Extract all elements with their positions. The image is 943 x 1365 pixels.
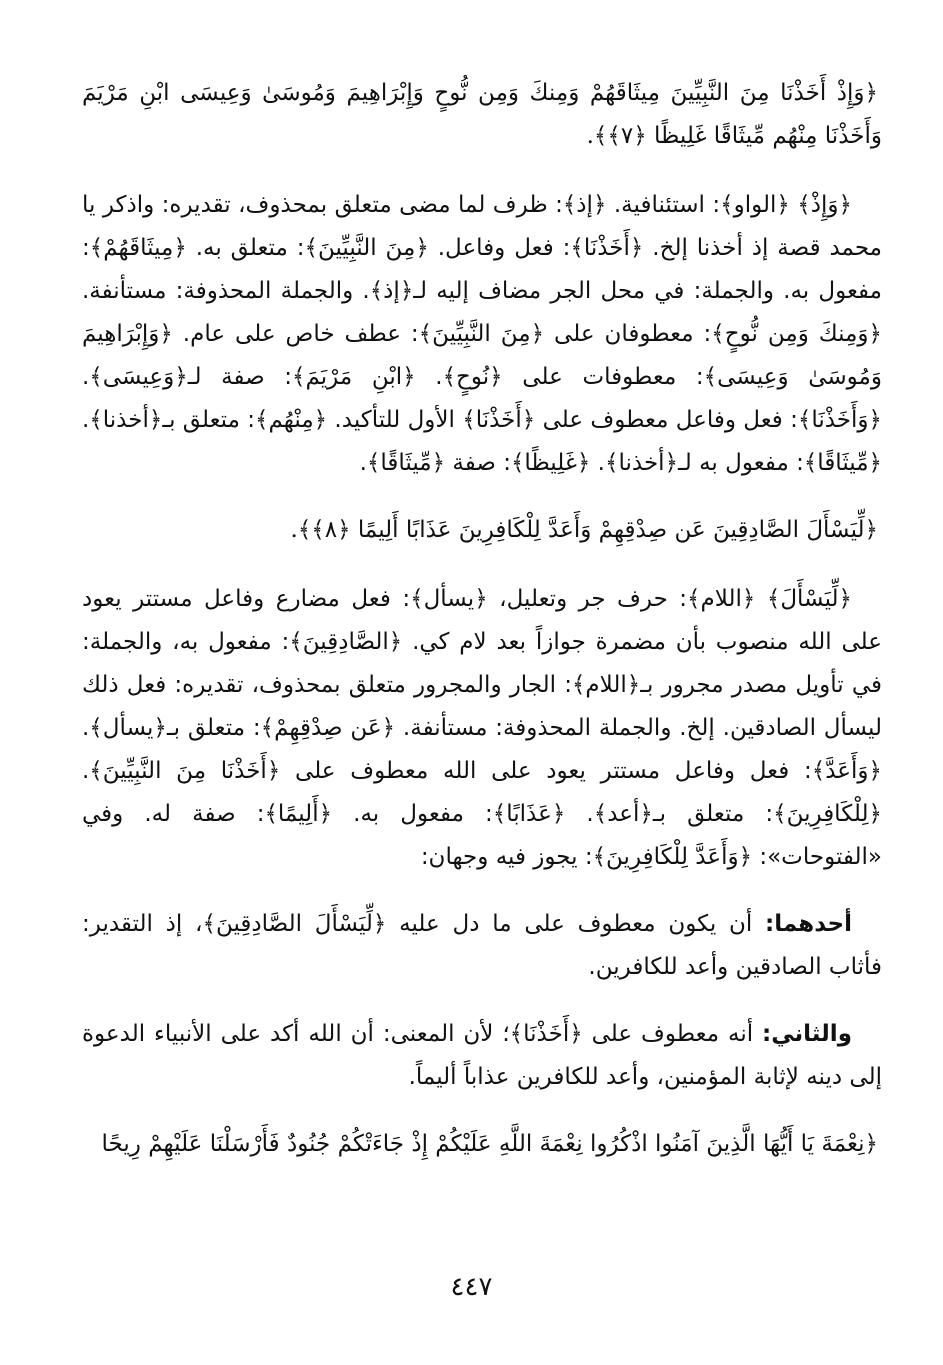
second-opinion-label: والثاني: (762, 1021, 852, 1047)
quran-verse-9: ﴿نِعْمَةَ يَا أَيُّهَا الَّذِينَ آمَنُوا اذْكُرُوا نِعْمَةَ اللَّهِ عَلَيْكُمْ إِذْ جَاءَتْكُمْ جُنُودٌ فَأَرْسَلْنَا عَلَيْهِمْ رِيحًا (101, 1131, 878, 1157)
first-opinion (82, 903, 882, 989)
first-opinion-label: أحدهما: (765, 911, 852, 937)
parsing-verse-7: ﴿وَإِذْ﴾ ﴿الواو﴾: استئنافية. ﴿إذ﴾: ظرف لما مضى متعلق بمحذوف، تقديره: واذكر يا محمد قصة إذ أخذنا إلخ. ﴿أَخَذْنَا﴾: فعل وفاعل. ﴿مِنَ النَّبِيِّينَ﴾: متعلق به. ﴿مِيثَاقَهُمْ﴾: مفعول به. والجملة: في محل الجر مضاف إليه لـ﴿إذ﴾. والجملة المحذوفة: مستأنفة. ﴿وَمِنكَ وَمِن نُّوحٍ﴾: معطوفان على ﴿مِنَ النَّبِيِّينَ﴾: عطف خاص على عام. ﴿وَإِبْرَاهِيمَ وَمُوسَىٰ وَعِيسَى﴾: معطوفات على ﴿نُوحٍ﴾. ﴿ابْنِ مَرْيَمَ﴾: صفة لـ﴿وَعِيسَى﴾. ﴿وَأَخَذْنَا﴾: فعل وفاعل معطوف على ﴿أَخَذْنَا﴾ الأول للتأكيد. ﴿مِنْهُم﴾: متعلق بـ﴿أخذنا﴾. ﴿مِّيثَاقًا﴾: مفعول به لـ﴿أخذنا﴾. ﴿غَلِيظًا﴾: صفة ﴿مِّيثَاقًا﴾. (81, 192, 882, 476)
second-opinion-text: أنه معطوف على ﴿أَخَذْنَا﴾؛ لأن المعنى: أن الله أكد على الأنبياء الدعوة إلى دينه لإثابة المؤمنين، وأعد للكافرين عذاباً أليماً. (82, 1021, 882, 1090)
parsing-verse-8: ﴿لِّيَسْأَلَ﴾ ﴿اللام﴾: حرف جر وتعليل، ﴿يسأل﴾: فعل مضارع وفاعل مستتر يعود على الله منصوب بأن مضمرة جوازاً بعد لام كي. ﴿الصَّادِقِينَ﴾: مفعول به، والجملة: في تأويل مصدر مجرور بـ﴿اللام﴾: الجار والمجرور متعلق بمحذوف، تقديره: فعل ذلك ليسأل الصادقين. إلخ. والجملة المحذوفة: مستأنفة. ﴿عَن صِدْقِهِمْ﴾: متعلق بـ﴿يسأل﴾. ﴿وَأَعَدَّ﴾: فعل وفاعل مستتر يعود على الله معطوف على ﴿أَخَذْنَا مِنَ النَّبِيِّينَ﴾. ﴿لِلْكَافِرِينَ﴾: متعلق بـ﴿أعد﴾. ﴿عَذَابًا﴾: مفعول به. ﴿أَلِيمًا﴾: صفة له. وفي «الفتوحات»: ﴿وَأَعَدَّ لِلْكَافِرِينَ﴾: يجوز فيه وجهان: (82, 586, 882, 870)
page-number: ٤٤٧ (450, 1272, 493, 1302)
first-opinion-text: أن يكون معطوف على ما دل عليه ﴿لِّيَسْأَلَ الصَّادِقِينَ﴾، إذ التقدير: فأثاب الصادقين وأعد للكافرين. (82, 911, 882, 980)
second-opinion (82, 1013, 882, 1099)
quran-verse-8: ﴿لِّيَسْأَلَ الصَّادِقِينَ عَن صِدْقِهِمْ وَأَعَدَّ لِلْكَافِرِينَ عَذَابًا أَلِيمًا ﴿٨﴾﴾. (290, 517, 878, 543)
quran-verse-7: ﴿وَإِذْ أَخَذْنَا مِنَ النَّبِيِّينَ مِيثَاقَهُمْ وَمِنكَ وَمِن نُّوحٍ وَإِبْرَاهِيمَ وَمُوسَىٰ وَعِيسَى ابْنِ مَرْيَمَ وَأَخَذْنَا مِنْهُم مِّيثَاقًا غَلِيظًا ﴿٧﴾﴾. (82, 80, 882, 149)
page-body (82, 72, 882, 1192)
